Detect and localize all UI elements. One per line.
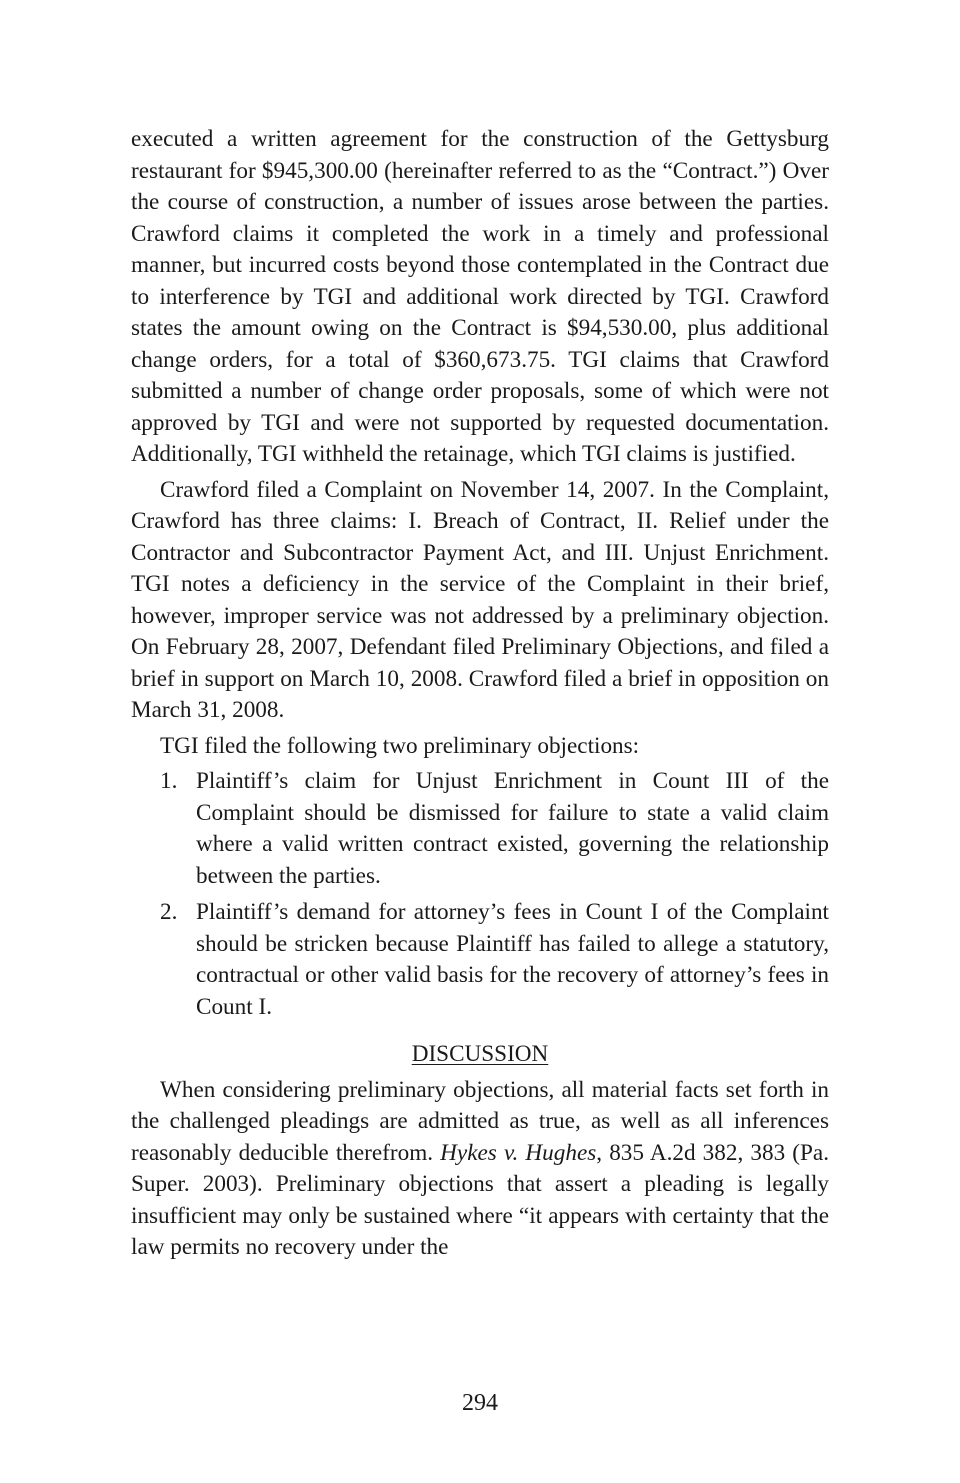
discussion-paragraph: [131, 1075, 829, 1264]
discussion-text: When considering preliminary objections, all material facts set forth in the challenged pleadings are admitted as true, as well as all inferences reasonably deducible therefrom.: [131, 1076, 829, 1166]
facts-paragraph: executed a written agreement for the construction of the Gettysburg restaurant for $945,300.00 (hereinafter referred to as the “Contract.”) Over the course of construction, a number of issues arose between the parties. Crawford claims it completed the work in a timely and professional manner, but incurred costs beyond those contemplated in the Contract due to interference by TGI and additional work directed by TGI. Crawford states the amount owing on the Contract is $94,530.00, plus additional change orders, for a total of $360,673.75. TGI claims that Crawford submitted a number of change order proposals, some of which were not approved by TGI and were not supported by requested documentation. Additionally, TGI withheld the retainage, which TGI claims is justified.: [131, 126, 829, 467]
page-number: 294: [462, 1390, 498, 1416]
objections-intro: TGI filed the following two preliminary objections:: [160, 732, 640, 759]
section-heading: DISCUSSION: [411, 1041, 549, 1067]
list-item-text: Plaintiff’s demand for attorney’s fees in Count I of the Complaint should be stricken because Plaintiff has failed to allege a statutory, contractual or other valid basis for the recovery of attorney’s fees in Count I.: [196, 899, 829, 1020]
list-item-number: 1.: [160, 768, 178, 794]
preliminary-objections-list: [131, 766, 829, 1023]
procedural-history-paragraph: Crawford filed a Complaint on November 14, 2007. In the Complaint, Crawford has three claims: I. Breach of Contract, II. Relief under the Contractor and Subcontractor Payment Act, and III. Unjust Enrichment. TGI notes a deficiency in the service of the Complaint in their brief, however, improper service was not addressed by a preliminary objection. On February 28, 2007, Defendant filed Preliminary Objections, and filed a brief in support on March 10, 2008. Crawford filed a brief in opposition on March 31, 2008.: [131, 476, 829, 723]
list-item-text: Plaintiff’s claim for Unjust Enrichment in Count III of the Complaint should be dismissed for failure to state a valid claim where a valid written contract existed, governing the relationship between the parties.: [196, 768, 829, 889]
list-item: [131, 897, 829, 1023]
list-item-number: 2.: [160, 899, 178, 925]
document-page: [131, 124, 829, 1264]
list-item: [131, 766, 829, 892]
case-citation: Hykes v. Hughes: [440, 1139, 597, 1166]
discussion-text-continued: , 835 A.2d 382, 383 (Pa. Super. 2003). Preliminary objections that assert a pleading is legally insufficient may only be sustained where “it appears with certainty that the law permits no recovery under the: [131, 1139, 829, 1260]
